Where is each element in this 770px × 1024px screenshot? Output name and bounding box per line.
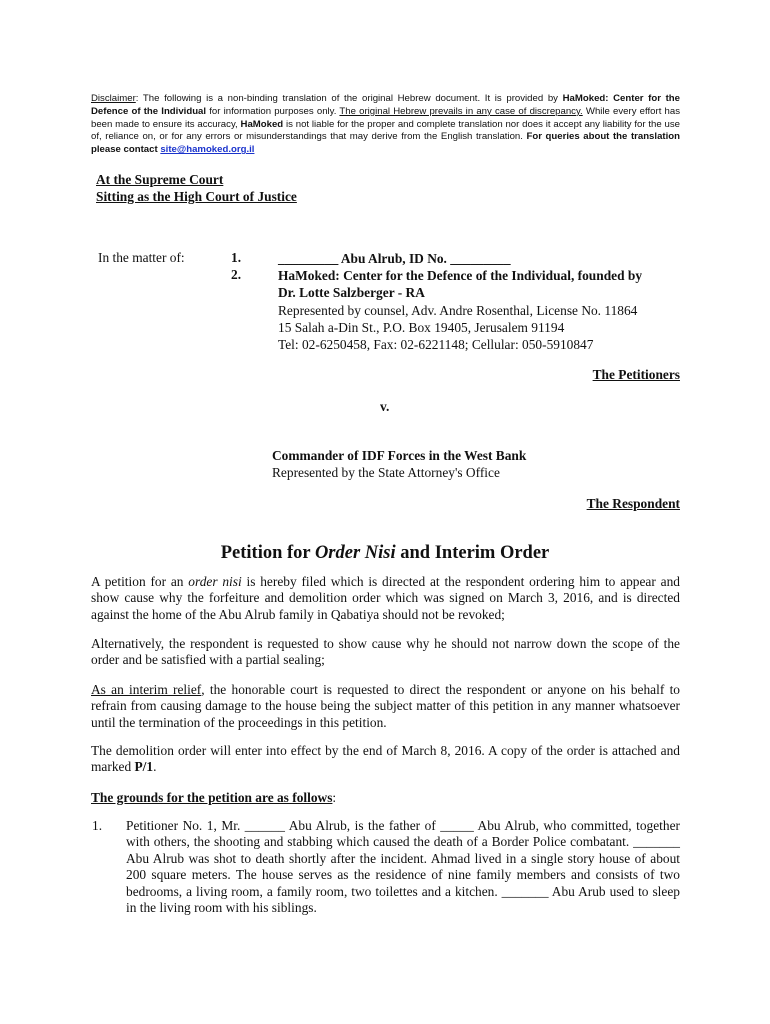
p4-end: . — [153, 759, 157, 775]
paragraph-1 — [91, 574, 680, 623]
counsel: Represented by counsel, Adv. Andre Rosenthal, License No. 11864 — [278, 302, 638, 318]
item-text: Petitioner No. 1, Mr. ______ Abu Alrub, is the father of _____ Abu Alrub, who committed, together with others, the shooting and stabbing which caused the death of a Border Police combatant. _______ Abu Alrub was shot to death shortly after the incident. Ahmad lived in a single story house of about 200 square meters. The house serves as the residence of nine family members and consists of two bedrooms, a living room, a family room, two toilettes and a kitchen. _______ Abu Arub used to sleep in the living room with his siblings. — [126, 818, 680, 916]
page-title — [0, 543, 770, 564]
petitioners-block — [278, 250, 678, 353]
respondent-block — [272, 447, 526, 481]
title-italic: Order Nisi — [314, 543, 396, 563]
disclaimer-queries: For queries about the translation please contact — [91, 131, 680, 156]
grounds-text: The grounds for the petition are as follows — [91, 790, 333, 805]
disclaimer-text: is not liable for the proper and complete translation nor does it accept any liability for the use of, reliance on, or for any errors or misunderstandings that may derive from the English translation. — [91, 118, 680, 143]
disclaimer-label: Disclaimer — [91, 93, 136, 104]
disclaimer — [91, 93, 680, 157]
respondent-label: The Respondent — [586, 496, 680, 511]
phone: Tel: 02-6250458, Fax: 02-6221148; Cellular: 050-5910847 — [278, 337, 594, 353]
petitioner-1: _________ Abu Alrub, ID No. _________ — [278, 251, 511, 266]
paragraph-2: Alternatively, the respondent is requested to show cause why he should not narrow down the scope of the order and be satisfied with a partial sealing; — [91, 636, 680, 668]
p3-text: , the honorable court is requested to direct the respondent or anyone on his behalf to refrain from causing damage to the house being the subject matter of this petition in any manner whatsoever until the termination of the proceedings in this petition. — [91, 682, 680, 730]
respondent-representation: Represented by the State Attorney's Office — [272, 465, 500, 481]
petitioners-label: The Petitioners — [592, 367, 680, 382]
petitioner-2: HaMoked: Center for the Defence of the Individual, founded by — [278, 268, 643, 284]
p3-underlined: As an interim relief — [91, 682, 202, 697]
address: 15 Salah a-Din St., P.O. Box 19405, Jerusalem 91194 — [278, 319, 565, 335]
p4-text: The demolition order will enter into effect by the end of March 8, 2016. A copy of the order is attached and marked — [91, 743, 680, 775]
respondent-name: Commander of IDF Forces in the West Bank — [272, 448, 527, 463]
disclaimer-text: While every effort has been made to ensure its accuracy, — [91, 105, 681, 130]
grounds-colon: : — [332, 790, 337, 805]
p1-post: is hereby filed which is directed at the respondent ordering him to appear and show cause why the forfeiture and demolition order which was signed on March 3, 2016, and is directed against the home of the Abu Alrub family in Qabatiya should not be revoked; — [91, 574, 680, 622]
item-number: 1. — [92, 818, 103, 833]
paragraph-4 — [91, 743, 680, 776]
p1-pre: A petition for an — [91, 574, 189, 589]
petitioner-number-2: 2. — [231, 267, 242, 282]
disclaimer-text: : The following is a non-binding translation of the original Hebrew document. It is provided by — [135, 93, 563, 104]
court-line-1: At the Supreme Court — [96, 172, 224, 187]
matter-label: In the matter of: — [98, 250, 185, 265]
title-post: and Interim Order — [395, 543, 550, 563]
disclaimer-org-short: HaMoked — [240, 118, 284, 130]
title-pre: Petition for — [220, 543, 315, 563]
p4-bold: P/1 — [134, 759, 154, 775]
petitioner-2-founder: Dr. Lotte Salzberger - RA — [278, 285, 425, 301]
disclaimer-prevails: The original Hebrew prevails in any case of discrepancy. — [339, 105, 583, 117]
court-heading — [96, 171, 297, 205]
versus: v. — [380, 399, 390, 414]
grounds-heading — [91, 790, 680, 806]
p1-italic: order nisi — [188, 574, 242, 589]
disclaimer-org: HaMoked: Center for the Defence of the Individual — [91, 93, 681, 117]
disclaimer-text: for information purposes only. — [206, 105, 340, 117]
petitioner-number-1: 1. — [231, 250, 242, 265]
paragraph-3 — [91, 682, 680, 731]
email-link[interactable]: site@hamoked.org.il — [160, 144, 255, 156]
court-line-2: Sitting as the High Court of Justice — [96, 189, 297, 204]
